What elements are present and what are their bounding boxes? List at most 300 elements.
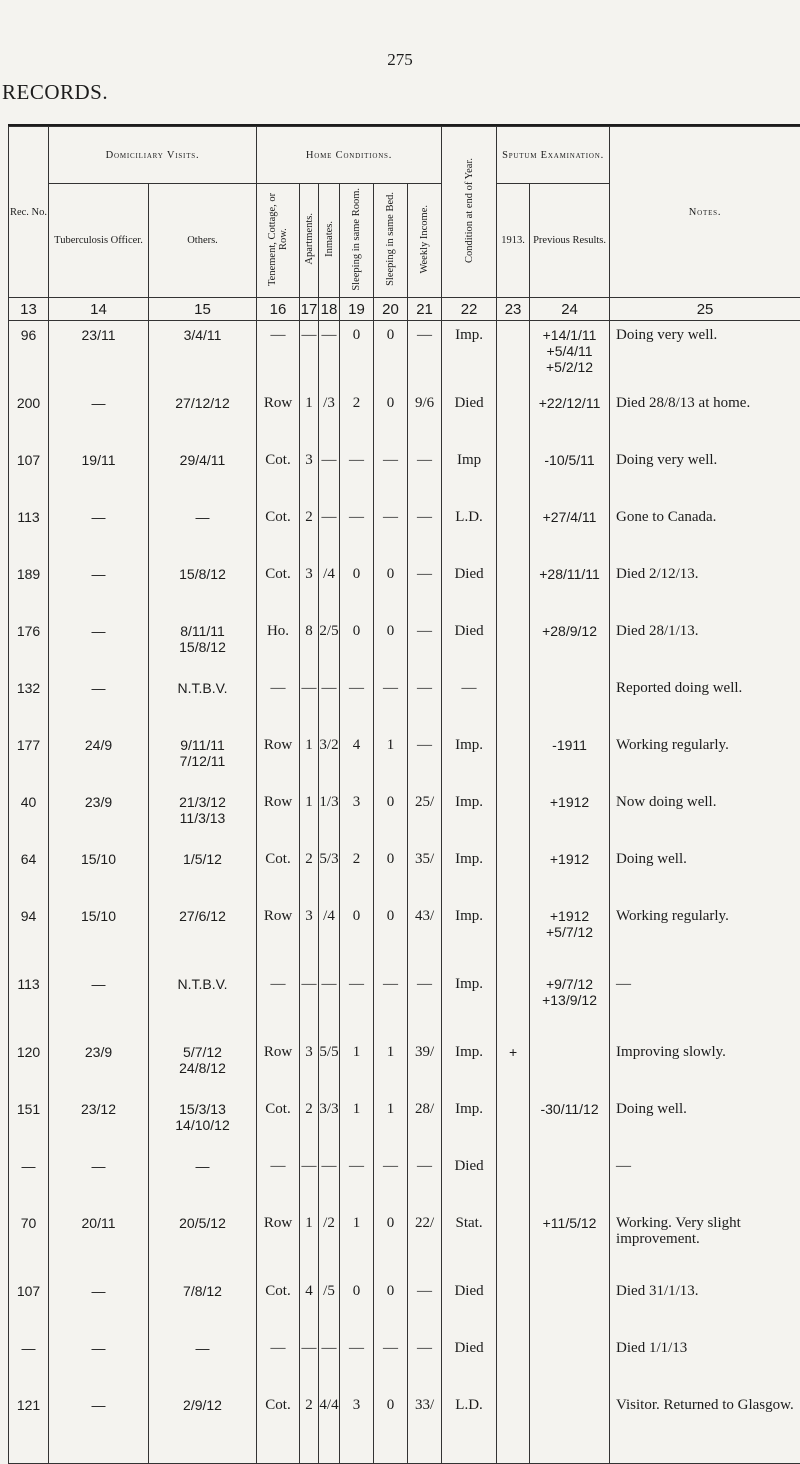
cell-previous-results: +14/1/11 +5/4/11 +5/2/12 — [530, 321, 610, 390]
cell-sleeping-bed: — — [374, 446, 408, 503]
cell-1913 — [497, 788, 530, 845]
cell-previous-results: +1912 — [530, 788, 610, 845]
cell-notes: Doing well. — [610, 1095, 800, 1152]
table-row — [9, 1152, 800, 1209]
cell-weekly-income: — — [408, 617, 442, 674]
table-row — [9, 1277, 800, 1334]
cell-notes: Died 1/1/13 — [610, 1334, 800, 1391]
column-number: 25 — [610, 298, 800, 321]
cell-others: — — [149, 1152, 257, 1209]
cell-others: N.T.B.V. — [149, 970, 257, 1038]
table-row — [9, 902, 800, 970]
cell-others: — — [149, 1334, 257, 1391]
cell-sleeping-bed: 0 — [374, 788, 408, 845]
cell-previous-results — [530, 1152, 610, 1209]
cell-rec-no: 70 — [9, 1209, 49, 1277]
cell-tenement: Cot. — [257, 1277, 300, 1334]
condition-header — [442, 127, 497, 298]
cell-condition: Stat. — [442, 1209, 497, 1277]
cell-inmates: /4 — [319, 560, 340, 617]
cell-tenement: Cot. — [257, 1391, 300, 1455]
cell-sleeping-bed: — — [374, 1152, 408, 1209]
cell-inmates: — — [319, 1152, 340, 1209]
cell-1913 — [497, 1277, 530, 1334]
table-row — [9, 503, 800, 560]
cell-sleeping-bed: 0 — [374, 845, 408, 902]
cell-previous-results: +1912 +5/7/12 — [530, 902, 610, 970]
cell-inmates: 2/5 — [319, 617, 340, 674]
cell-previous-results: -1911 — [530, 731, 610, 788]
column-number: 23 — [497, 298, 530, 321]
cell-notes: Visitor. Returned to Glasgow. — [610, 1391, 800, 1455]
cell-tb-officer: 19/11 — [49, 446, 149, 503]
column-number: 24 — [530, 298, 610, 321]
cell-rec-no: 120 — [9, 1038, 49, 1095]
cell-inmates: — — [319, 674, 340, 731]
table-row — [9, 321, 800, 390]
column-number: 21 — [408, 298, 442, 321]
bottom-rule-cell — [442, 1455, 497, 1464]
cell-condition: Died — [442, 1334, 497, 1391]
cell-inmates: /4 — [319, 902, 340, 970]
sputum-examination-header: Sputum Examination. — [497, 127, 610, 184]
cell-apartments: 2 — [300, 845, 319, 902]
cell-tb-officer: — — [49, 617, 149, 674]
cell-notes: Died 28/1/13. — [610, 617, 800, 674]
cell-sleeping-room: 4 — [340, 731, 374, 788]
cell-apartments: 3 — [300, 560, 319, 617]
column-number: 17 — [300, 298, 319, 321]
cell-rec-no: — — [9, 1152, 49, 1209]
cell-weekly-income: 22/ — [408, 1209, 442, 1277]
cell-weekly-income: 28/ — [408, 1095, 442, 1152]
cell-sleeping-bed: 0 — [374, 1277, 408, 1334]
cell-rec-no: 189 — [9, 560, 49, 617]
cell-others: 20/5/12 — [149, 1209, 257, 1277]
domiciliary-visits-header: Domiciliary Visits. — [49, 127, 257, 184]
cell-apartments: 2 — [300, 1391, 319, 1455]
cell-condition: Imp — [442, 446, 497, 503]
cell-rec-no: 200 — [9, 389, 49, 446]
cell-others: 1/5/12 — [149, 845, 257, 902]
sleeping-bed-header — [374, 184, 408, 298]
cell-inmates: 1/3 — [319, 788, 340, 845]
cell-apartments: 1 — [300, 389, 319, 446]
cell-1913 — [497, 446, 530, 503]
cell-inmates: /3 — [319, 389, 340, 446]
tenement-header-label: Tenement, Cottage, or Row. — [267, 184, 289, 294]
cell-tb-officer: — — [49, 389, 149, 446]
records-table — [8, 126, 800, 1464]
cell-1913 — [497, 321, 530, 390]
cell-rec-no: 113 — [9, 503, 49, 560]
table-row — [9, 674, 800, 731]
cell-rec-no: 40 — [9, 788, 49, 845]
cell-previous-results: +1912 — [530, 845, 610, 902]
cell-inmates: — — [319, 321, 340, 390]
cell-weekly-income: 9/6 — [408, 389, 442, 446]
cell-1913 — [497, 1209, 530, 1277]
cell-sleeping-bed: — — [374, 1334, 408, 1391]
cell-apartments: 2 — [300, 503, 319, 560]
cell-sleeping-room: — — [340, 970, 374, 1038]
cell-inmates: — — [319, 970, 340, 1038]
cell-previous-results: +28/11/11 — [530, 560, 610, 617]
cell-condition: Died — [442, 1277, 497, 1334]
cell-previous-results: +11/5/12 — [530, 1209, 610, 1277]
table-row — [9, 389, 800, 446]
cell-others: 9/11/11 7/12/11 — [149, 731, 257, 788]
cell-tenement: Row — [257, 788, 300, 845]
cell-sleeping-bed: 0 — [374, 1391, 408, 1455]
cell-tb-officer: — — [49, 1334, 149, 1391]
cell-sleeping-room: 3 — [340, 788, 374, 845]
cell-apartments: 4 — [300, 1277, 319, 1334]
inmates-header — [319, 184, 340, 298]
cell-sleeping-room: 0 — [340, 902, 374, 970]
cell-tenement: — — [257, 1334, 300, 1391]
cell-apartments: 1 — [300, 1209, 319, 1277]
cell-inmates: 4/4 — [319, 1391, 340, 1455]
cell-tenement: Cot. — [257, 446, 300, 503]
table-row — [9, 446, 800, 503]
cell-rec-no: 132 — [9, 674, 49, 731]
cell-weekly-income: — — [408, 503, 442, 560]
table-row — [9, 731, 800, 788]
cell-tenement: Row — [257, 731, 300, 788]
cell-others: 21/3/12 11/3/13 — [149, 788, 257, 845]
cell-sleeping-bed: 1 — [374, 1038, 408, 1095]
cell-sleeping-bed: — — [374, 503, 408, 560]
cell-sleeping-bed: 1 — [374, 1095, 408, 1152]
cell-others: 27/12/12 — [149, 389, 257, 446]
cell-rec-no: 64 — [9, 845, 49, 902]
cell-weekly-income: — — [408, 674, 442, 731]
cell-notes: Gone to Canada. — [610, 503, 800, 560]
cell-apartments: — — [300, 1334, 319, 1391]
bottom-rule-cell — [49, 1455, 149, 1464]
cell-weekly-income: — — [408, 970, 442, 1038]
cell-1913 — [497, 845, 530, 902]
table-row — [9, 845, 800, 902]
table-row — [9, 1095, 800, 1152]
cell-1913 — [497, 731, 530, 788]
cell-condition: Imp. — [442, 788, 497, 845]
cell-sleeping-room: 1 — [340, 1038, 374, 1095]
rec-no-header: Rec. No. — [9, 127, 49, 298]
cell-previous-results — [530, 1277, 610, 1334]
cell-inmates: 5/3 — [319, 845, 340, 902]
cell-weekly-income: 43/ — [408, 902, 442, 970]
cell-inmates: 3/3 — [319, 1095, 340, 1152]
cell-condition: Imp. — [442, 321, 497, 390]
cell-rec-no: 107 — [9, 446, 49, 503]
cell-sleeping-bed: 0 — [374, 617, 408, 674]
cell-tb-officer: 23/9 — [49, 788, 149, 845]
sleeping-room-header-label: Sleeping in same Room. — [351, 188, 362, 291]
bottom-rule-cell — [530, 1455, 610, 1464]
cell-1913 — [497, 617, 530, 674]
cell-previous-results: +28/9/12 — [530, 617, 610, 674]
cell-notes: Now doing well. — [610, 788, 800, 845]
cell-condition: Died — [442, 560, 497, 617]
cell-weekly-income: — — [408, 731, 442, 788]
cell-sleeping-bed: 0 — [374, 389, 408, 446]
condition-header-label: Condition at end of Year. — [464, 158, 475, 263]
cell-sleeping-room: — — [340, 1334, 374, 1391]
cell-previous-results: +27/4/11 — [530, 503, 610, 560]
cell-apartments: — — [300, 970, 319, 1038]
cell-others: 29/4/11 — [149, 446, 257, 503]
cell-others: 3/4/11 — [149, 321, 257, 390]
cell-others: 7/8/12 — [149, 1277, 257, 1334]
cell-tb-officer: — — [49, 1391, 149, 1455]
cell-weekly-income: — — [408, 1277, 442, 1334]
cell-inmates: /5 — [319, 1277, 340, 1334]
apartments-header-label: Apartments. — [304, 213, 315, 265]
cell-tenement: — — [257, 321, 300, 390]
cell-tenement: — — [257, 970, 300, 1038]
table-row — [9, 1391, 800, 1455]
cell-tenement: Ho. — [257, 617, 300, 674]
cell-inmates: — — [319, 503, 340, 560]
bottom-rule-cell — [408, 1455, 442, 1464]
cell-weekly-income: 39/ — [408, 1038, 442, 1095]
cell-tenement: — — [257, 674, 300, 731]
cell-condition: Died — [442, 1152, 497, 1209]
cell-sleeping-room: 0 — [340, 617, 374, 674]
bottom-rule-cell — [319, 1455, 340, 1464]
cell-tb-officer: 24/9 — [49, 731, 149, 788]
cell-apartments: 3 — [300, 902, 319, 970]
cell-condition: Imp. — [442, 1038, 497, 1095]
bottom-rule-cell — [257, 1455, 300, 1464]
cell-notes: Improving slowly. — [610, 1038, 800, 1095]
cell-others: 8/11/11 15/8/12 — [149, 617, 257, 674]
cell-weekly-income: — — [408, 560, 442, 617]
cell-inmates: 3/2 — [319, 731, 340, 788]
cell-1913 — [497, 1152, 530, 1209]
bottom-rule-cell — [497, 1455, 530, 1464]
table-row — [9, 560, 800, 617]
cell-inmates: — — [319, 446, 340, 503]
weekly-income-header — [408, 184, 442, 298]
tuberculosis-officer-header: Tuberculosis Officer. — [49, 184, 149, 298]
cell-sleeping-bed: 0 — [374, 902, 408, 970]
cell-notes: Doing very well. — [610, 446, 800, 503]
cell-1913 — [497, 902, 530, 970]
cell-tb-officer: 23/9 — [49, 1038, 149, 1095]
cell-others: 27/6/12 — [149, 902, 257, 970]
table-row — [9, 1334, 800, 1391]
cell-sleeping-bed: — — [374, 674, 408, 731]
cell-weekly-income: 25/ — [408, 788, 442, 845]
sleeping-bed-header-label: Sleeping in same Bed. — [385, 192, 396, 286]
cell-previous-results — [530, 1391, 610, 1455]
table-bottom-rule — [9, 1455, 800, 1464]
cell-1913 — [497, 674, 530, 731]
column-number: 13 — [9, 298, 49, 321]
cell-tb-officer: — — [49, 503, 149, 560]
page-number: 275 — [0, 50, 800, 70]
cell-apartments: — — [300, 674, 319, 731]
cell-sleeping-room: 3 — [340, 1391, 374, 1455]
cell-1913 — [497, 503, 530, 560]
apartments-header — [300, 184, 319, 298]
cell-sleeping-room: 0 — [340, 321, 374, 390]
cell-previous-results: -10/5/11 — [530, 446, 610, 503]
cell-weekly-income: 35/ — [408, 845, 442, 902]
column-number: 19 — [340, 298, 374, 321]
cell-tb-officer: — — [49, 1277, 149, 1334]
cell-weekly-income: — — [408, 1152, 442, 1209]
column-number: 14 — [49, 298, 149, 321]
cell-apartments: 1 — [300, 788, 319, 845]
cell-sleeping-room: — — [340, 503, 374, 560]
cell-condition: Died — [442, 617, 497, 674]
table-row — [9, 617, 800, 674]
cell-others: 15/3/13 14/10/12 — [149, 1095, 257, 1152]
cell-tenement: Row — [257, 902, 300, 970]
cell-tenement: Cot. — [257, 1095, 300, 1152]
inmates-header-label: Inmates. — [324, 221, 335, 257]
bottom-rule-cell — [374, 1455, 408, 1464]
cell-previous-results — [530, 1038, 610, 1095]
cell-previous-results — [530, 674, 610, 731]
cell-tenement: Row — [257, 389, 300, 446]
cell-previous-results: +22/12/11 — [530, 389, 610, 446]
cell-tb-officer: 15/10 — [49, 902, 149, 970]
cell-condition: Imp. — [442, 1095, 497, 1152]
cell-tb-officer: 23/11 — [49, 321, 149, 390]
cell-apartments: 1 — [300, 731, 319, 788]
sleeping-room-header — [340, 184, 374, 298]
cell-tenement: — — [257, 1152, 300, 1209]
year-1913-header: 1913. — [497, 184, 530, 298]
cell-condition: L.D. — [442, 503, 497, 560]
cell-others: — — [149, 503, 257, 560]
cell-notes: Working regularly. — [610, 731, 800, 788]
cell-rec-no: 121 — [9, 1391, 49, 1455]
cell-1913 — [497, 560, 530, 617]
cell-condition: Imp. — [442, 970, 497, 1038]
cell-condition: Imp. — [442, 845, 497, 902]
cell-apartments: — — [300, 321, 319, 390]
cell-sleeping-room: — — [340, 1152, 374, 1209]
bottom-rule-cell — [9, 1455, 49, 1464]
cell-others: N.T.B.V. — [149, 674, 257, 731]
cell-previous-results: -30/11/12 — [530, 1095, 610, 1152]
cell-1913: + — [497, 1038, 530, 1095]
cell-sleeping-room: 0 — [340, 560, 374, 617]
bottom-rule-cell — [610, 1455, 800, 1464]
table-row — [9, 1209, 800, 1277]
cell-tb-officer: — — [49, 970, 149, 1038]
cell-inmates: — — [319, 1334, 340, 1391]
column-number: 18 — [319, 298, 340, 321]
cell-sleeping-bed: 0 — [374, 321, 408, 390]
cell-1913 — [497, 1334, 530, 1391]
cell-apartments: 3 — [300, 446, 319, 503]
cell-rec-no: 94 — [9, 902, 49, 970]
cell-tb-officer: 20/11 — [49, 1209, 149, 1277]
cell-sleeping-room: 2 — [340, 389, 374, 446]
tenement-header — [257, 184, 300, 298]
cell-rec-no: 176 — [9, 617, 49, 674]
column-number: 22 — [442, 298, 497, 321]
cell-apartments: 3 — [300, 1038, 319, 1095]
cell-condition: Imp. — [442, 902, 497, 970]
cell-sleeping-bed: 0 — [374, 1209, 408, 1277]
cell-notes: Died 28/8/13 at home. — [610, 389, 800, 446]
previous-results-header: Previous Results. — [530, 184, 610, 298]
cell-tenement: Row — [257, 1209, 300, 1277]
cell-rec-no: 151 — [9, 1095, 49, 1152]
column-number: 16 — [257, 298, 300, 321]
cell-1913 — [497, 1391, 530, 1455]
cell-rec-no: 113 — [9, 970, 49, 1038]
column-number: 15 — [149, 298, 257, 321]
cell-previous-results: +9/7/12 +13/9/12 — [530, 970, 610, 1038]
cell-sleeping-room: — — [340, 446, 374, 503]
records-body — [9, 321, 800, 1464]
cell-notes: Died 2/12/13. — [610, 560, 800, 617]
cell-tb-officer: — — [49, 674, 149, 731]
cell-weekly-income: 33/ — [408, 1391, 442, 1455]
cell-tb-officer: — — [49, 1152, 149, 1209]
cell-tb-officer: — — [49, 560, 149, 617]
cell-1913 — [497, 970, 530, 1038]
cell-condition: — — [442, 674, 497, 731]
column-number: 20 — [374, 298, 408, 321]
cell-rec-no: 177 — [9, 731, 49, 788]
cell-tenement: Cot. — [257, 503, 300, 560]
cell-notes: — — [610, 1152, 800, 1209]
cell-tb-officer: 15/10 — [49, 845, 149, 902]
cell-tenement: Cot. — [257, 560, 300, 617]
cell-apartments: 2 — [300, 1095, 319, 1152]
cell-1913 — [497, 1095, 530, 1152]
bottom-rule-cell — [149, 1455, 257, 1464]
cell-others: 2/9/12 — [149, 1391, 257, 1455]
page-heading: RECORDS. — [2, 80, 108, 105]
home-conditions-header: Home Conditions. — [257, 127, 442, 184]
table-row — [9, 788, 800, 845]
cell-sleeping-room: 0 — [340, 1277, 374, 1334]
others-header: Others. — [149, 184, 257, 298]
cell-notes: — — [610, 970, 800, 1038]
cell-1913 — [497, 389, 530, 446]
cell-apartments: — — [300, 1152, 319, 1209]
cell-rec-no: — — [9, 1334, 49, 1391]
weekly-income-header-label: Weekly Income. — [419, 205, 430, 274]
cell-notes: Doing very well. — [610, 321, 800, 390]
cell-sleeping-room: 2 — [340, 845, 374, 902]
cell-rec-no: 96 — [9, 321, 49, 390]
cell-sleeping-bed: — — [374, 970, 408, 1038]
bottom-rule-cell — [300, 1455, 319, 1464]
cell-inmates: 5/5 — [319, 1038, 340, 1095]
cell-weekly-income: — — [408, 446, 442, 503]
cell-notes: Reported doing well. — [610, 674, 800, 731]
cell-tenement: Cot. — [257, 845, 300, 902]
table-row — [9, 970, 800, 1038]
cell-notes: Doing well. — [610, 845, 800, 902]
cell-rec-no: 107 — [9, 1277, 49, 1334]
bottom-rule-cell — [340, 1455, 374, 1464]
column-number-row — [9, 298, 800, 321]
cell-sleeping-room: 1 — [340, 1209, 374, 1277]
